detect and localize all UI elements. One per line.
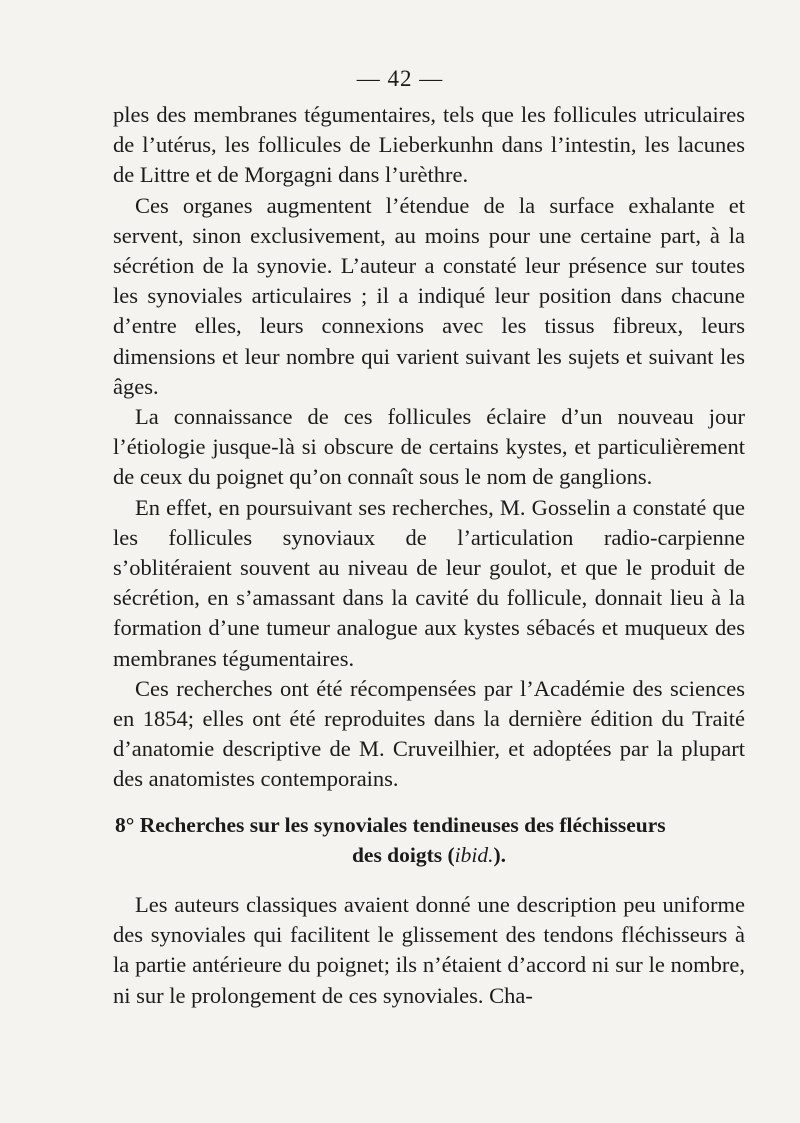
section-heading (113, 810, 745, 870)
section-heading-ibid: ibid. (454, 843, 494, 867)
page-number: — 42 — (356, 66, 444, 91)
section-heading-line1: 8° Recherches sur les synoviales tendineuses des fléchisseurs (115, 813, 666, 837)
paragraph-organs: Ces organes augmentent l’étendue de la surface exhalante et servent, sinon exclusivement, au moins pour une certaine part, à la sécrétion de la synovie. L’auteur a constaté leur présence sur toutes les synoviales articulaires ; il a indiqué leur position dans chacune d’entre elles, leurs connexions avec les tissus fibreux, leurs dimensions et leur nombre qui varient suivant les sujets et suivant les âges. (113, 192, 745, 399)
paragraph-continuation: ples des membranes tégumentaires, tels que les follicules utriculaires de l’utérus, les follicules de Lieberkunhn dans l’intestin, les lacunes de Littre et de Morgagni dans l’urèthre. (113, 102, 745, 188)
paragraph-gosselin: En effet, en poursuivant ses recherches, M. Gosselin a constaté que les follicules synoviaux de l’articulation radio-carpienne s’oblitéraient souvent au niveau de leur goulot, et que le produit de sécrétion, en s’amassant dans la cavité du follicule, donnait lieu à la formation d’une tumeur analogue aux kystes sébacés et muqueux des membranes tégumentaires. (113, 494, 745, 671)
section-heading-line2: des doigts (ibid.). (351, 843, 507, 867)
body-text (113, 100, 745, 795)
paragraph-classic-authors: Les auteurs classiques avaient donné une description peu uniforme des synoviales qui facilitent le glissement des tendons fléchisseurs à la partie antérieure du poignet; ils n’étaient d’accord ni sur le nombre, ni sur le prolongement de ces synoviales. Cha- (113, 892, 745, 1008)
paragraph-knowledge: La connaissance de ces follicules éclaire d’un nouveau jour l’étiologie jusque-là si obscure de certains kystes, et particulièrement de ceux du poignet qu’on connaît sous le nom de ganglions. (113, 404, 745, 490)
paragraph-academy: Ces recherches ont été récompensées par l’Académie des sciences en 1854; elles ont été reproduites dans la dernière édition du Traité d’anatomie descriptive de M. Cruveilhier, et adoptées par la plupart des anatomistes contemporains. (113, 675, 745, 792)
section-body (113, 890, 745, 1011)
